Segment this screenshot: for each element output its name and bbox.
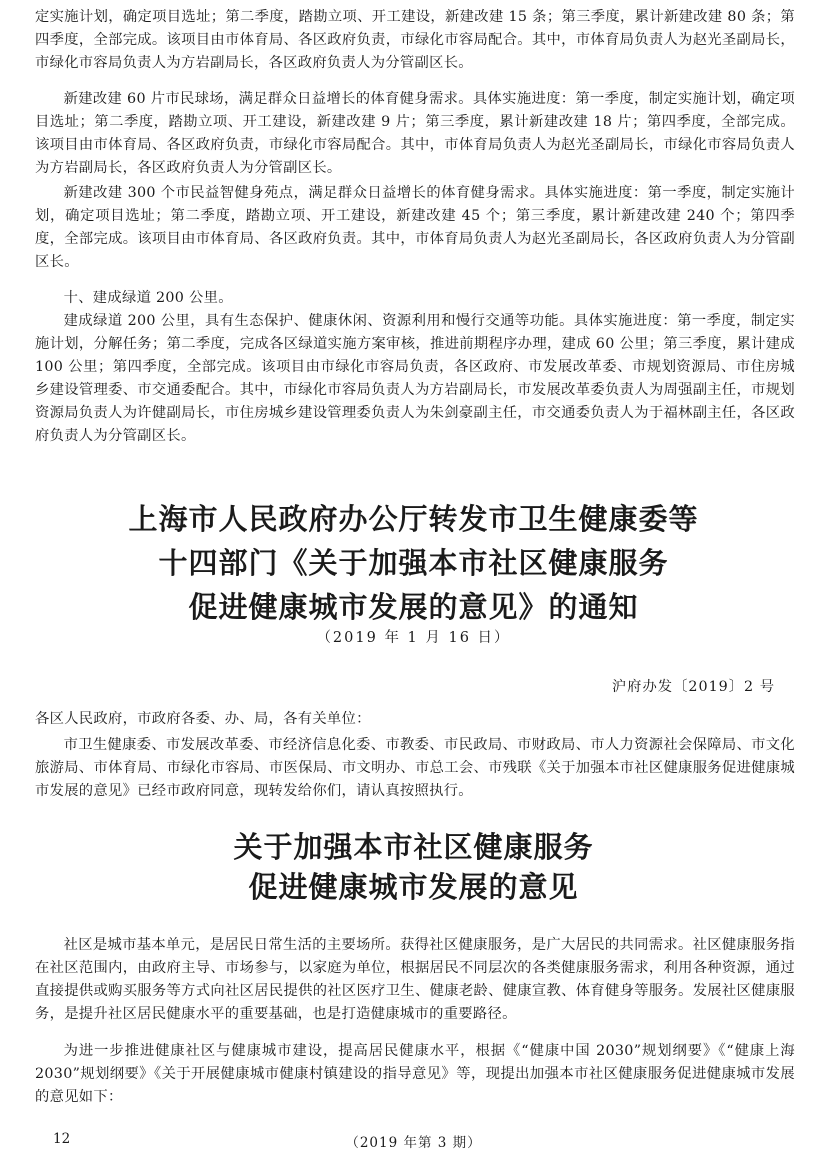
notice-addressee: 各区人民政府，市政府各委、办、局，各有关单位： xyxy=(35,711,371,727)
paragraph-ball-courts: 新建改建 60 片市民球场，满足群众日益增长的体育健身需求。具体实施进度：第一季度，制定实施计划，确定项目选址；第二季度，踏勘立项、开工建设，新建改建 9 片；第三季度，累计新建改建 18 片；第四季度，全部完成。该项目由市体育局、各区政府负责，市绿化市容局配合。其中，市体育局负责人为赵光圣副局长，市绿化市容局负责人为方岩副局长，各区政府负责人为分管副区长。 xyxy=(35,91,795,176)
section-heading-greenways: 十、建成绿道 200 公里。 xyxy=(63,290,233,306)
opinion-title-line-1: 关于加强本市社区健康服务 xyxy=(233,830,594,864)
paragraph-continued: 定实施计划，确定项目选址；第二季度，踏勘立项、开工建设，新建改建 15 条；第三季度，累计新建改建 80 条；第四季度，全部完成。该项目由市体育局、各区政府负责，市绿化市容局配合。其中，市体育局负责人为赵光圣副局长，市绿化市容局负责人为方岩副局长，各区政府负责人为分管副区长。 xyxy=(35,9,795,71)
notice-date: （2019 年 1 月 16 日） xyxy=(316,630,511,646)
notice-title-line-1: 上海市人民政府办公厅转发市卫生健康委等 xyxy=(128,502,699,536)
paragraph-greenways: 建成绿道 200 公里，具有生态保护、健康休闲、资源利用和慢行交通等功能。具体实施进度：第一季度，制定实施计划，分解任务；第二季度，完成各区绿道实施方案审核，推进前期程序办理，建成 60 公里；第三季度，累计建成 100 公里；第四季度，全部完成。该项目由市绿化市容局负责，各区政府、市发展改革委、市规划资源局、市住房城乡建设管理委、市交通委配合。其中，市绿化市容局负责人为方岩副局长，市发展改革委负责人为周强副主任，市规划资源局负责人为许健副局长，市住房城乡建设管理委负责人为朱剑豪副主任，市交通委负责人为于福林副主任，各区政府负责人为分管副区长。 xyxy=(35,313,795,444)
opinion-title-line-2: 促进健康城市发展的意见 xyxy=(248,870,579,904)
page-number: 12 xyxy=(53,1131,71,1147)
paragraph-fitness-spots: 新建改建 300 个市民益智健身苑点，满足群众日益增长的体育健身需求。具体实施进度：第一季度，制定实施计划，确定项目选址；第二季度，踏勘立项、开工建设，新建改建 45 个；第三季度，累计新建改建 240 个；第四季度，全部完成。该项目由市体育局、各区政府负责。其中，市体育局负责人为赵光圣副局长，各区政府负责人为分管副区长。 xyxy=(35,185,795,270)
issue-label: （2019 年第 3 期） xyxy=(345,1135,482,1151)
opinion-paragraph-1: 社区是城市基本单元，是居民日常生活的主要场所。获得社区健康服务，是广大居民的共同需求。社区健康服务指在社区范围内，由政府主导、市场参与，以家庭为单位，根据居民不同层次的各类健康服务需求，利用各种资源，通过直接提供或购买服务等方式向社区居民提供的社区医疗卫生、健康老龄、健康宣教、体育健身等服务。发展社区健康服务，是提升社区居民健康水平的重要基础，也是打造健康城市的重要路径。 xyxy=(35,937,795,1022)
notice-title-line-3: 促进健康城市发展的意见》的通知 xyxy=(188,590,639,624)
opinion-paragraph-2: 为进一步推进健康社区与健康城市建设，提高居民健康水平，根据《“健康中国 2030”规划纲要》《“健康上海 2030”规划纲要》《关于开展健康城市健康村镇建设的指导意见》等，现提出加强本市社区健康服务促进健康城市发展的意见如下： xyxy=(35,1043,795,1105)
notice-title-line-2: 十四部门《关于加强本市社区健康服务 xyxy=(158,546,669,580)
document-number: 沪府办发〔2019〕2 号 xyxy=(611,679,775,695)
notice-body: 市卫生健康委、市发展改革委、市经济信息化委、市教委、市民政局、市财政局、市人力资源社会保障局、市文化旅游局、市体育局、市绿化市容局、市医保局、市文明办、市总工会、市残联《关于加强本市社区健康服务促进健康城市发展的意见》已经市政府同意，现转发给你们，请认真按照执行。 xyxy=(35,737,795,799)
